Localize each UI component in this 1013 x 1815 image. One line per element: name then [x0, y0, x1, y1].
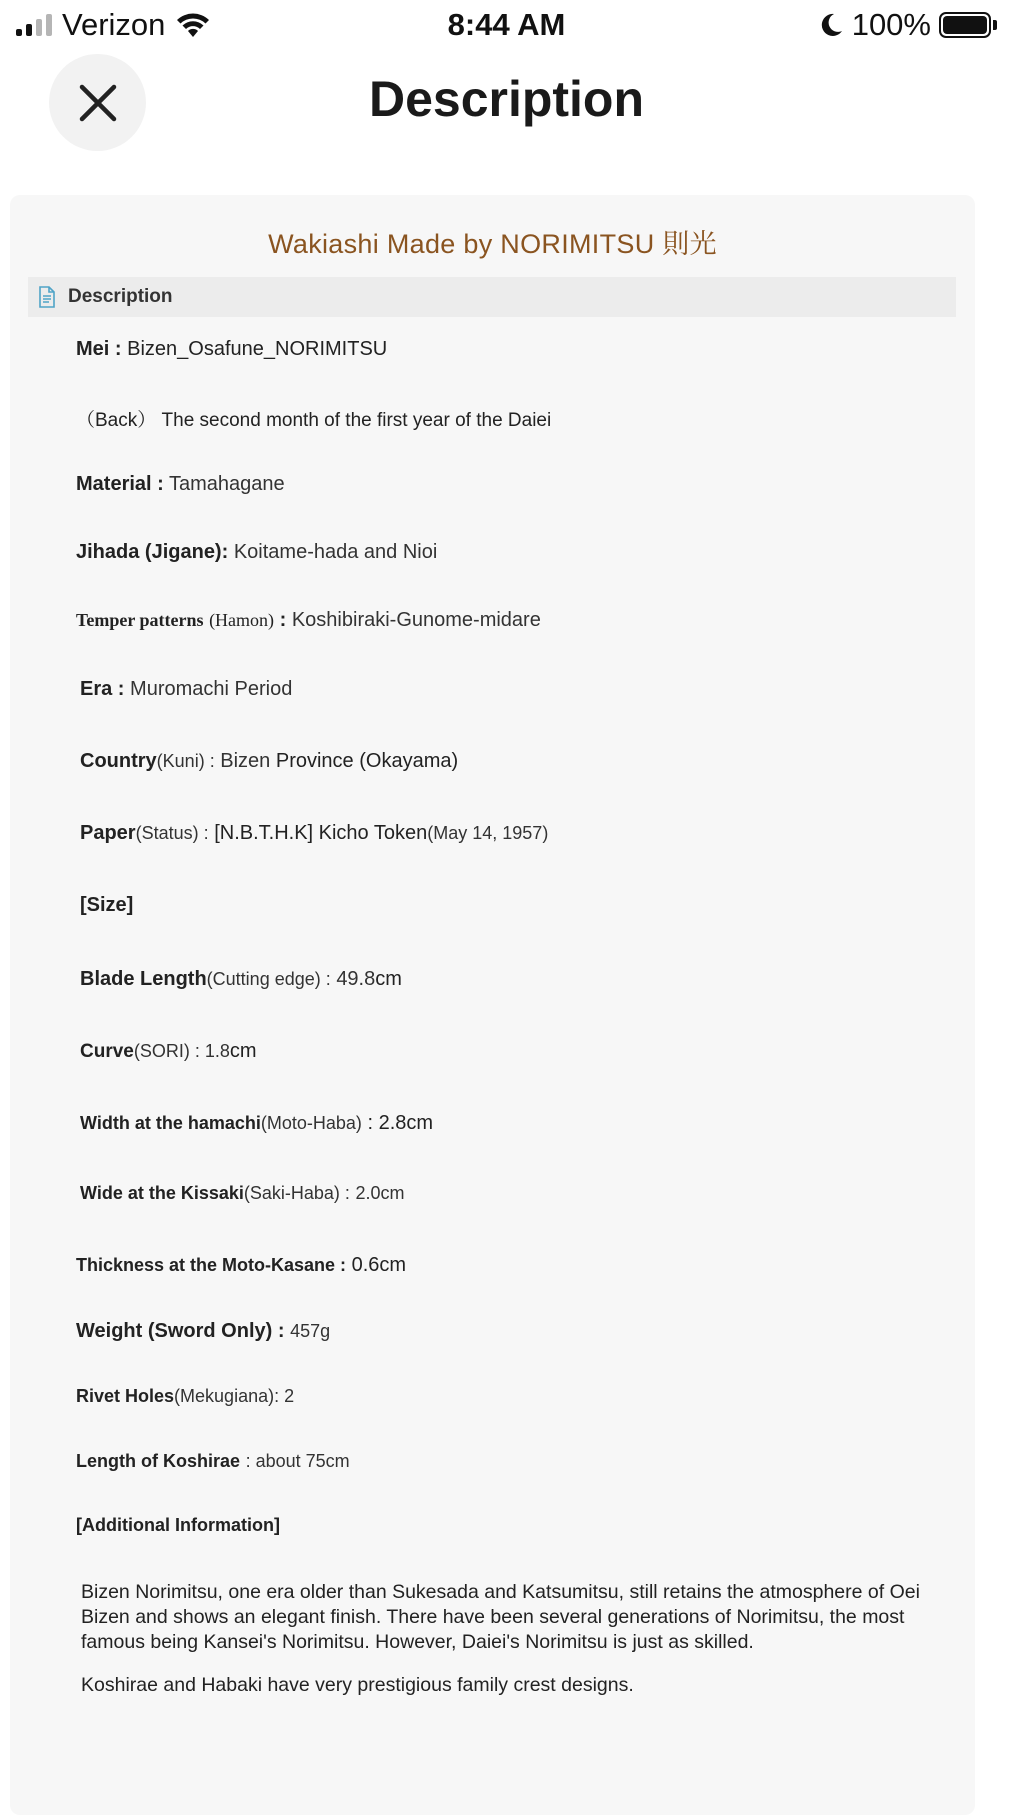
- spec-sep: :: [279, 609, 287, 631]
- additional-header: [76, 1514, 280, 1537]
- spec-weight: [76, 1320, 330, 1343]
- spec-mei: [76, 338, 387, 361]
- spec-wide: [80, 1182, 405, 1205]
- spec-back: [76, 405, 551, 432]
- spec-key: Length of Koshirae: [76, 1451, 241, 1471]
- spec-sub: (Moto-Haba): [260, 1113, 362, 1133]
- spec-rivet: [76, 1385, 294, 1408]
- spec-value: （Back） The second month of the first year of the Daiei: [76, 410, 552, 431]
- spec-sub: (Status) :: [135, 823, 209, 843]
- spec-paper: [80, 822, 548, 845]
- spec-jihada: [76, 541, 437, 564]
- spec-value: 0.6cm: [351, 1254, 407, 1276]
- spec-key: Paper: [80, 822, 136, 844]
- wifi-icon: [175, 11, 211, 39]
- spec-sub: (SORI) : 1.8: [133, 1041, 230, 1061]
- spec-thickness: [76, 1254, 406, 1277]
- spec-key: Material :: [76, 473, 164, 495]
- spec-sub: (Saki-Haba) :: [243, 1183, 350, 1203]
- spec-temper: [76, 609, 541, 632]
- spec-era: [80, 678, 292, 701]
- battery-percent: 100%: [851, 7, 931, 42]
- spec-value: : 2.8cm: [367, 1112, 434, 1134]
- spec-value: Bizen_Osafune_NORIMITSU: [127, 338, 388, 360]
- status-bar: [0, 0, 1013, 50]
- cellular-signal-icon: [16, 14, 52, 36]
- spec-key: Temper patterns: [76, 610, 204, 630]
- spec-koshirae: [76, 1450, 350, 1473]
- spec-value: 457g: [290, 1321, 331, 1341]
- spec-value: Province (Okayama): [275, 750, 459, 772]
- page-title: Description: [368, 71, 645, 127]
- size-header-label: [Size]: [80, 894, 134, 916]
- spec-sub: (Cutting edge) :: [206, 969, 331, 989]
- spec-blade-length: [80, 968, 402, 991]
- status-left: [16, 7, 211, 43]
- spec-key: Wide at the Kissaki: [80, 1183, 244, 1203]
- spec-sub: (Hamon): [209, 610, 275, 630]
- size-header: [80, 894, 133, 917]
- spec-value: 49.8: [336, 968, 376, 990]
- section-header: [28, 277, 956, 317]
- spec-sub: (Kuni) :: [156, 751, 215, 771]
- spec-value: Bizen: [220, 750, 271, 772]
- spec-value: (Mekugiana): 2: [174, 1386, 295, 1406]
- spec-key: Weight (Sword Only) :: [76, 1320, 285, 1342]
- spec-key: Mei :: [76, 338, 122, 360]
- spec-curve: [80, 1040, 257, 1063]
- battery-icon: [939, 12, 997, 38]
- spec-unit: cm: [375, 968, 402, 990]
- spec-material: [76, 473, 285, 496]
- spec-value: 2.0cm: [355, 1183, 405, 1203]
- nav-header: [0, 52, 1013, 152]
- spec-key: Width at the hamachi: [80, 1113, 261, 1133]
- status-right: [818, 7, 997, 43]
- description-card: [10, 195, 975, 1815]
- spec-key: Rivet Holes: [76, 1386, 175, 1406]
- spec-value: Koitame-hada and Nioi: [233, 541, 438, 563]
- carrier-label: Verizon: [62, 7, 166, 42]
- spec-value: : about 75cm: [245, 1451, 350, 1471]
- additional-paragraph-1: Bizen Norimitsu, one era older than Sukesada and Katsumitsu, still retains the atmosphere of Oei Bizen and shows an elegant finish. There have been several generations of Norimitsu, the most famous being Kansei's Norimitsu. However, Daiei's Norimitsu is just as skilled.: [81, 1581, 920, 1653]
- spec-value: Koshibiraki-Gunome-midare: [291, 609, 541, 631]
- product-title: Wakiashi Made by NORIMITSU 則光: [268, 229, 717, 259]
- spec-value: [N.B.T.H.K] Kicho Token: [214, 822, 428, 844]
- spec-unit: cm: [229, 1040, 257, 1062]
- spec-value: Muromachi Period: [130, 678, 293, 700]
- spec-country: [80, 750, 458, 773]
- moon-icon: [818, 12, 844, 38]
- spec-width: [80, 1112, 433, 1135]
- section-label: Description: [68, 286, 173, 307]
- spec-date: (May 14, 1957): [427, 823, 549, 843]
- document-icon: [37, 286, 57, 308]
- spec-key: Jihada (Jigane):: [76, 541, 229, 563]
- additional-header-label: [Additional Information]: [76, 1515, 280, 1535]
- spec-key: Era :: [80, 678, 125, 700]
- status-time: 8:44 AM: [447, 7, 566, 42]
- spec-value: Tamahagane: [169, 473, 285, 495]
- spec-key: Blade Length: [80, 968, 207, 990]
- additional-paragraph-2: Koshirae and Habaki have very prestigious family crest designs.: [81, 1674, 634, 1696]
- spec-key: Country: [80, 750, 157, 772]
- spec-key: Thickness at the Moto-Kasane :: [76, 1255, 347, 1275]
- spec-key: Curve: [80, 1041, 134, 1062]
